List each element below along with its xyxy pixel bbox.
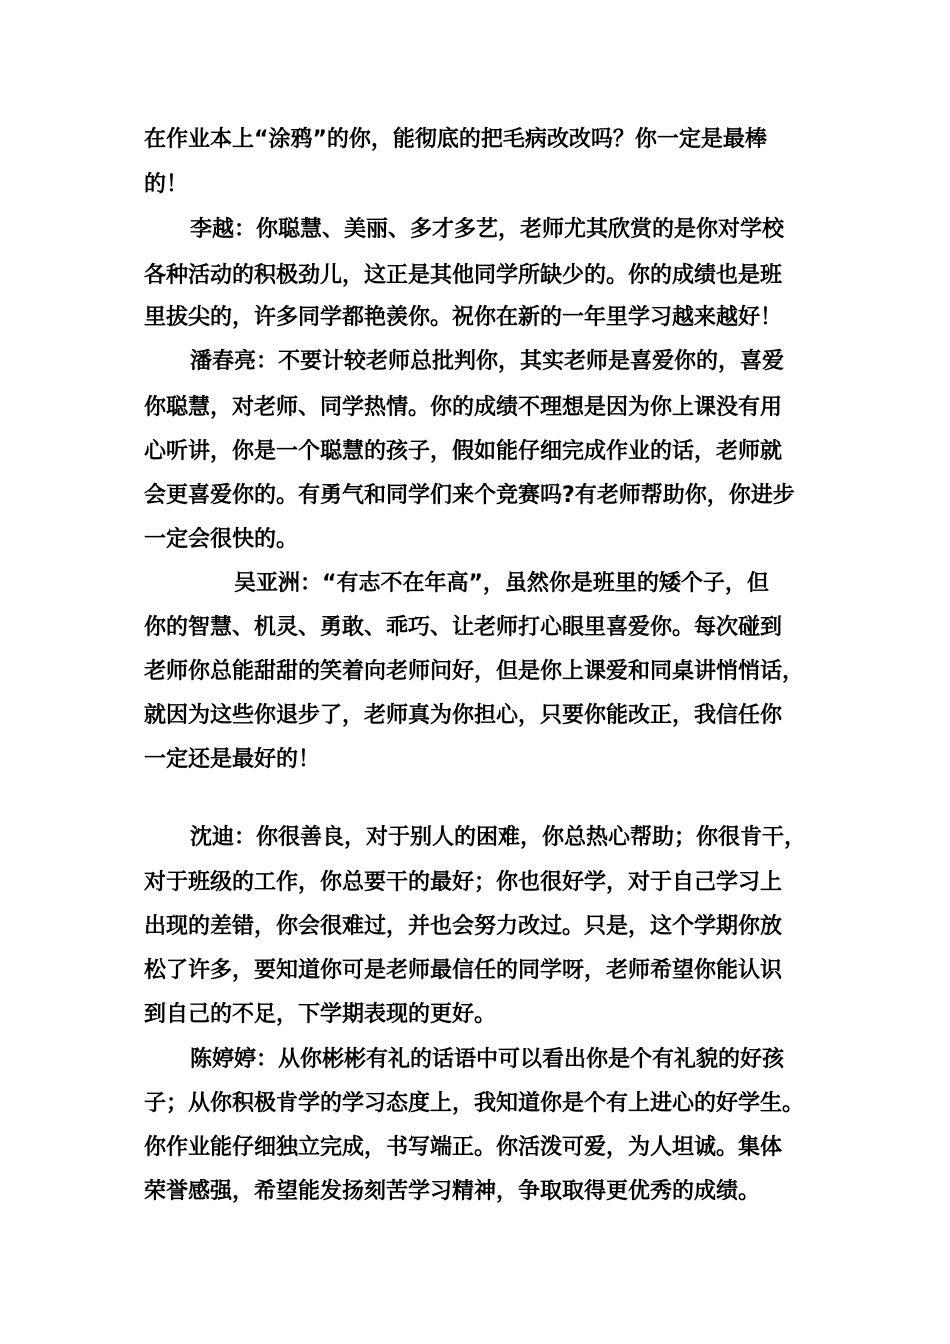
text-line: 就因为这些你退步了，老师真为你担心，只要你能改正，我信任你 bbox=[144, 703, 783, 728]
text-line: 里拔尖的，许多同学都艳羡你。祝你在新的一年里学习越来越好！ bbox=[144, 305, 783, 330]
comment-chen-tingting-line: 陈婷婷：从你彬彬有礼的话语中可以看出你是个有礼貌的好孩 bbox=[190, 1047, 785, 1072]
text-line: 老师你总能甜甜的笑着向老师问好，但是你上课爱和同桌讲悄悄话， bbox=[144, 659, 805, 684]
text-line: 会更喜爱你的。有勇气和同学们来个竞赛吗?有老师帮助你，你进步 bbox=[144, 483, 795, 508]
text-line: 各种活动的积极劲儿，这正是其他同学所缺少的。你的成绩也是班 bbox=[144, 263, 783, 288]
text-line: 你的智慧、机灵、勇敢、乖巧、让老师打心眼里喜爱你。每次碰到 bbox=[144, 615, 783, 640]
text-line: 你聪慧，对老师、同学热情。你的成绩不理想是因为你上课没有用 bbox=[144, 395, 783, 420]
text-line: 荣誉感强，希望能发扬刻苦学习精神，争取取得更优秀的成绩。 bbox=[144, 1179, 761, 1204]
text-line: 到自己的不足，下学期表现的更好。 bbox=[144, 1002, 497, 1027]
text-line: 心听讲，你是一个聪慧的孩子，假如能仔细完成作业的话，老师就 bbox=[144, 439, 783, 464]
text-line: 的！ bbox=[144, 172, 189, 197]
text-line: 在作业本上“涂鸦”的你，能彻底的把毛病改改吗？你一定是最棒 bbox=[144, 127, 767, 152]
text-line: 一定还是最好的！ bbox=[144, 747, 321, 772]
comment-shen-di-line: 沈迪：你很善良，对于别人的困难，你总热心帮助；你很肯干， bbox=[190, 825, 807, 850]
comment-wu-yazhou-line: 吴亚洲：“有志不在年高”，虽然你是班里的矮个子，但 bbox=[234, 571, 769, 596]
text-line: 对于班级的工作，你总要干的最好；你也很好学，对于自己学习上 bbox=[144, 870, 783, 895]
text-line: 松了许多，要知道你可是老师最信任的同学呀，老师希望你能认识 bbox=[144, 958, 783, 983]
text-line: 子；从你积极肯学的学习态度上，我知道你是个有上进心的好学生。 bbox=[144, 1091, 805, 1116]
text-line: 一定会很快的。 bbox=[144, 527, 299, 552]
comment-li-yue-line: 李越：你聪慧、美丽、多才多艺，老师尤其欣赏的是你对学校 bbox=[190, 217, 785, 242]
text-line: 你作业能仔细独立完成，书写端正。你活泼可爱，为人坦诚。集体 bbox=[144, 1135, 783, 1160]
comment-pan-chunliang-line: 潘春亮：不要计较老师总批判你，其实老师是喜爱你的，喜爱 bbox=[190, 349, 785, 374]
text-line: 出现的差错，你会很难过，并也会努力改过。只是，这个学期你放 bbox=[144, 914, 783, 939]
